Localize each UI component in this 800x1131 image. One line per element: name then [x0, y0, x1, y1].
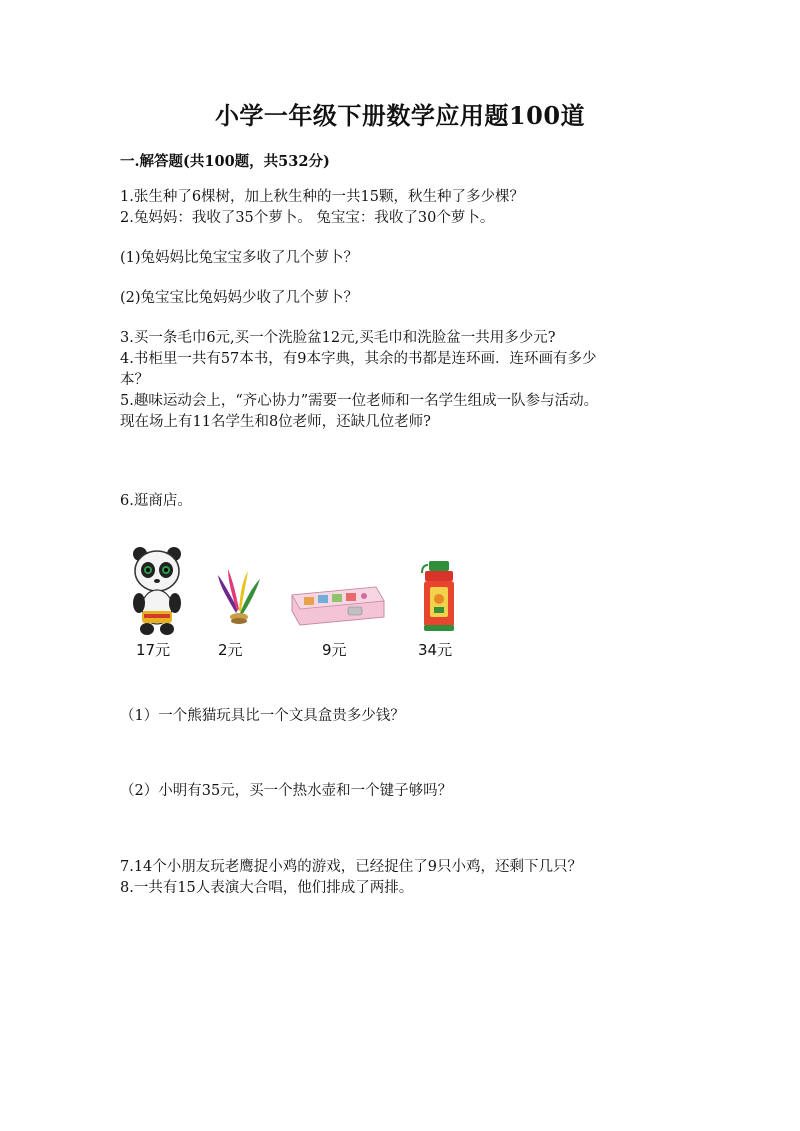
shop-item-pencil-box [288, 545, 388, 665]
question-7: 7.14个小朋友玩老鹰捉小鸡的游戏，已经捉住了9只小鸡，还剩下几只？ [120, 859, 583, 875]
question-5-line-1: 5.趣味运动会上，“齐心协力”需要一位老师和一名学生组成一队参与活动。 [120, 393, 599, 409]
question-2-part-1: (1)兔妈妈比兔宝宝多收了几个萝卜？ [120, 250, 359, 266]
shuttlecock-icon [214, 565, 262, 627]
price-shuttlecock: 2元 [218, 641, 243, 659]
price-thermos: 34元 [418, 641, 453, 659]
question-4-line-1: 4.书柜里一共有57本书，有9本字典，其余的书都是连环画．连环画有多少 [120, 351, 597, 367]
price-panda: 17元 [136, 641, 171, 659]
question-3: 3.买一条毛巾6元,买一个洗脸盆12元,买毛巾和洗脸盆一共用多少元? [120, 330, 556, 346]
question-5-line-2: 现在场上有11名学生和8位老师，还缺几位老师? [120, 414, 431, 430]
question-2-part-2: (2)兔宝宝比兔妈妈少收了几个萝卜？ [120, 290, 359, 306]
question-6-part-2: （2）小明有35元，买一个热水壶和一个键子够吗？ [120, 783, 453, 799]
pencil-box-icon [288, 581, 386, 629]
shop-items [128, 545, 468, 665]
question-1: 1.张生种了6棵树，加上秋生种的一共15颗，秋生种了多少棵？ [120, 189, 525, 205]
question-2: 2.兔妈妈：我收了35个萝卜。 兔宝宝：我收了30个萝卜。 [120, 210, 495, 226]
shop-item-shuttlecock [212, 545, 262, 665]
shop-item-thermos [414, 545, 464, 665]
thermos-icon [420, 559, 458, 633]
question-8: 8.一共有15人表演大合唱，他们排成了两排。 [120, 880, 414, 896]
section-heading: 一.解答题(共100题，共532分) [120, 153, 330, 170]
shop-item-panda [128, 545, 188, 665]
question-6-part-1: （1）一个熊猫玩具比一个文具盒贵多少钱？ [120, 708, 405, 724]
question-4-line-2: 本？ [120, 372, 149, 388]
question-6: 6.逛商店。 [120, 493, 192, 509]
price-pencil-box: 9元 [322, 641, 347, 659]
panda-toy-icon [128, 545, 186, 637]
page-title: 小学一年级下册数学应用题100道 [214, 101, 586, 130]
